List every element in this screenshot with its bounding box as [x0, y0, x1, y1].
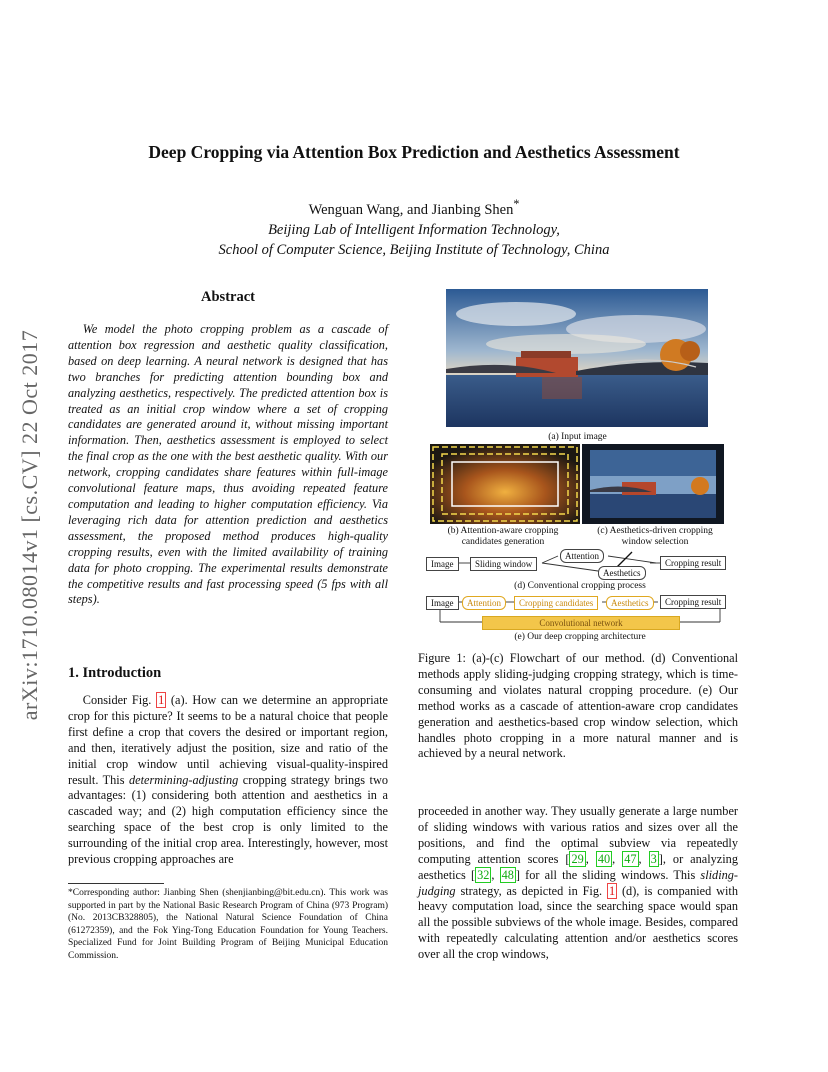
abstract-heading: Abstract	[201, 289, 255, 305]
flow-e-attention: Attention	[462, 596, 506, 610]
flow-e-candidates: Cropping candidates	[514, 596, 598, 610]
figure-ref-link[interactable]: 1	[158, 693, 165, 707]
citation-link[interactable]: 48	[501, 867, 514, 882]
author-names: Wenguan Wang, and Jianbing Shen	[308, 201, 514, 218]
attention-map-image	[430, 444, 580, 524]
column2-paragraph: proceeded in another way. They usually generate a large number of sliding windows with various ratios and sizes over all the positions, and find the optimal subview via repeatedly computing attention scores [ 29 , 40 , 47 , 3 ], or analyzing aesthetics [ 32 , 48 ] for all the sliding windows. This sliding-judging strategy, as depicted in Fig. 1 (d), is companied with heavy computation load, since the searching space would span all the possible subviews of the whole image. Besides, compared with repeatedly calculating attention and/or aesthetics scores over all the crop windows,	[418, 804, 738, 962]
author-star: *	[513, 197, 520, 211]
flow-e-image: Image	[426, 596, 459, 610]
subcaption-d: (d) Conventional cropping process	[514, 581, 646, 591]
citation-link[interactable]: 29	[571, 851, 584, 866]
citation-link[interactable]: 40	[597, 851, 611, 866]
citation-link[interactable]: 3	[650, 851, 657, 866]
flow-d-attention: Attention	[560, 549, 604, 563]
intro-paragraph: Consider Fig. 1 (a). How can we determine an appropriate crop for this picture? It seems to be a natural choice that people first define a crop that covers the desired or important region, and then, iteratively adjust the position, size and ratio of the initial crop window until achieving visual-quality-inspired result. This determining-adjusting cropping strategy brings two advantages: (1) considering both attention and aesthetics in a cascaded way; and (2) high computation efficiency since the searching space of the best crop is only limited to the surrounding of the initial crop area. Interestingly, however, most previous cropping approaches are	[68, 693, 389, 867]
flow-e-result: Cropping result	[660, 595, 726, 609]
cropped-image	[582, 444, 724, 524]
flow-d-image: Image	[426, 557, 459, 571]
figure-ref-link[interactable]: 1	[608, 883, 616, 898]
input-image	[446, 289, 708, 427]
flow-d-aesthetics: Aesthetics	[598, 566, 646, 580]
paper-title: Deep Cropping via Attention Box Prediction and Aesthetics Assessment	[148, 142, 680, 162]
intro-heading: 1. Introduction	[68, 665, 162, 681]
footnote-rule	[68, 883, 164, 884]
figure-1	[420, 288, 740, 648]
figure-caption: Figure 1: (a)-(c) Flowchart of our method. (d) Conventional methods apply sliding-judging cropping strategy, which is time-consuming and violates natural cropping procedure. (e) Our method works as a cascade of attention-aware crop candidates generation and aesthetics-based crop window selection, which handles photo cropping in a more natural manner and is achieved by a neural network.	[418, 651, 738, 761]
subcaption-b: (b) Attention-aware cropping candidates generation	[447, 526, 559, 547]
citation-link[interactable]: 47	[624, 851, 637, 866]
flow-e-aesthetics: Aesthetics	[606, 596, 654, 610]
author-block	[0, 194, 828, 260]
arxiv-stamp	[15, 290, 45, 760]
subcaption-c: (c) Aesthetics-driven cropping window selection	[597, 526, 713, 547]
abstract-text: We model the photo cropping problem as a cascade of attention box regression and aesthetic quality classification, based on deep learning. A neural network is designed that has two branches for predicting attention bounding box and analyzing aesthetics, respectively. The predicted attention box is treated as an initial crop window where a set of cropping candidates are generated around it, without missing important information. Then, aesthetics assessment is employed to select the final crop as the one with the best aesthetic quality. With our network, cropping candidates share features within full-image convolutional feature maps, thus avoiding repeated feature computation and leading to higher computation efficiency. Via leveraging rich data for attention prediction and aesthetics assessment, the proposed method produces high-quality cropping results, even with the limited availability of training data for photo cropping. The experimental results demonstrate the competitive results and fast processing speed (5 fps with all steps).	[68, 322, 388, 607]
subcaption-a: (a) Input image	[548, 432, 607, 442]
flow-d-result: Cropping result	[660, 556, 726, 570]
affiliation-line-2: School of Computer Science, Beijing Institute of Technology, China	[218, 241, 610, 258]
flow-e-conv-network: Convolutional network	[482, 616, 680, 630]
flow-d-sliding-window: Sliding window	[470, 557, 537, 571]
footnote: *Corresponding author: Jianbing Shen (shenjianbing@bit.edu.cn). This work was supported in part by the National Basic Research Program of China (973 Program) (No. 2013CB328805), the National Natural Science Foundation of China (61272359), and the Fok Ying-Tong Education Foundation for Young Teachers. Specialized Fund for Joint Building Program of Beijing Municipal Education Commission.	[68, 888, 388, 961]
arxiv-stamp-text: arXiv:1710.08014v1 [cs.CV] 22 Oct 2017	[17, 329, 42, 721]
citation-link[interactable]: 32	[477, 867, 490, 882]
subcaption-e: (e) Our deep cropping architecture	[514, 632, 646, 642]
affiliation-line-1: Beijing Lab of Intelligent Information Technology,	[268, 221, 560, 238]
